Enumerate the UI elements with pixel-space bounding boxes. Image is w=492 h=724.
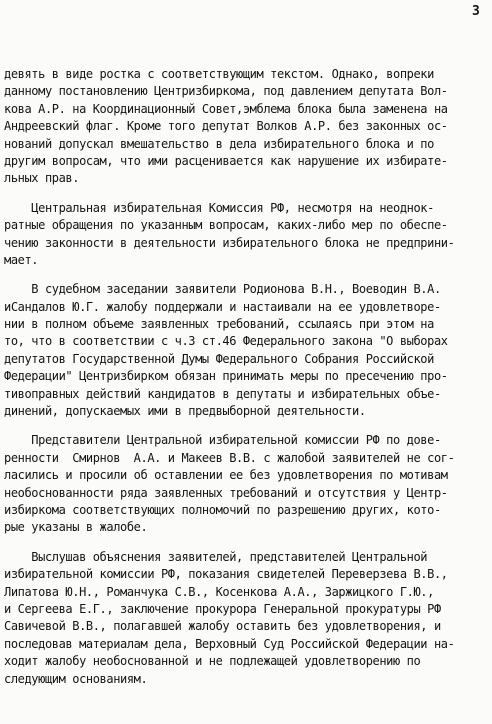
text-line: необоснованности ряда заявленных требований и отсутствия у Центр- xyxy=(4,485,448,500)
text-line: тивоправных действий кандидатов в депутаты и избирательных объе- xyxy=(4,386,441,401)
text-line: В судебном заседании заявители Родионова В.Н., Воеводин В.А. xyxy=(4,282,441,297)
text-line: избирательной комиссии РФ, показания свидетелей Переверзева В.В., xyxy=(4,567,448,582)
text-line: чению законности в деятельности избирательного блока не предприни- xyxy=(4,235,455,250)
text-line: рые указаны в жалобе. xyxy=(4,520,148,535)
paragraph xyxy=(4,432,490,536)
text-line: мает. xyxy=(4,252,39,267)
text-line: ласились и просили об оставлении ее без удовлетворения по мотивам xyxy=(4,468,448,483)
text-line: девять в виде ростка с соответствующим текстом. Однако, вопреки xyxy=(4,67,434,81)
text-line: Центральная избирательная Комиссия РФ, несмотря на неоднок- xyxy=(4,200,434,215)
page-number: 3 xyxy=(472,4,480,19)
text-line: то, что в соответствии с ч.3 ст.46 Федерального закона "О выборах xyxy=(4,334,448,349)
text-line: льных прав. xyxy=(4,171,80,186)
text-line: Представители Центральной избирательной комиссии РФ по дове- xyxy=(4,433,441,448)
text-line: иСандалов Ю.Г. жалобу поддержали и настаивали на ее удовлетворе- xyxy=(4,299,441,314)
paragraph xyxy=(4,281,490,420)
text-line: следующим основаниям. xyxy=(4,671,148,686)
text-line: нии в полном объеме заявленных требований, ссылаясь при этом на xyxy=(4,317,434,332)
text-line: ратные обращения по указанным вопросам, каких-либо мер по обеспе- xyxy=(4,218,448,233)
text-line: нований допускал вмешательство в дела избирательного блока и по xyxy=(4,136,434,151)
text-line: Федерации" Центризбирком обязан принимать меры по пресечению про- xyxy=(4,369,448,384)
text-line: последовав материалам дела, Верховный Суд Российской Федерации на- xyxy=(4,636,455,651)
text-line: динений, допускаемых ими в предвыборной деятельности. xyxy=(4,404,366,419)
text-line: Выслушав объяснения заявителей, представителей Центральной xyxy=(4,549,428,564)
text-line: Андреевский флаг. Кроме того депутат Волков А.Р. без законных ос- xyxy=(4,119,448,134)
text-line: данному постановлению Центризбиркома, под давлением депутата Вол- xyxy=(4,84,448,99)
document-body xyxy=(4,66,490,700)
text-line: депутатов Государственной Думы Федерального Собрания Российской xyxy=(4,351,434,366)
paragraph xyxy=(4,200,490,270)
text-line: кова А.Р. на Координационный Совет,эмблема блока была заменена на xyxy=(4,101,448,116)
text-line: Липатова Ю.Н., Романчука С.В., Косенкова А.А., Заржицкого Г.Ю., xyxy=(4,584,434,599)
paragraph xyxy=(4,66,490,188)
text-line: ходит жалобу необоснованной и не подлежащей удовлетворению по xyxy=(4,654,421,669)
paragraph xyxy=(4,549,490,688)
text-line: другим вопросам, что ими расценивается как нарушение их избирате- xyxy=(4,153,448,168)
text-line: ренности Смирнов А.А. и Макеев В.В. с жалобой заявителей не сог- xyxy=(4,450,455,465)
text-line: Савичевой В.В., полагавшей жалобу оставить без удовлетворения, и xyxy=(4,619,441,634)
text-line: и Сергеева Е.Г., заключение прокурора Генеральной прокуратуры РФ xyxy=(4,601,441,616)
text-line: избиркома соответствующих полномочий по разрешению других, кото- xyxy=(4,502,441,517)
